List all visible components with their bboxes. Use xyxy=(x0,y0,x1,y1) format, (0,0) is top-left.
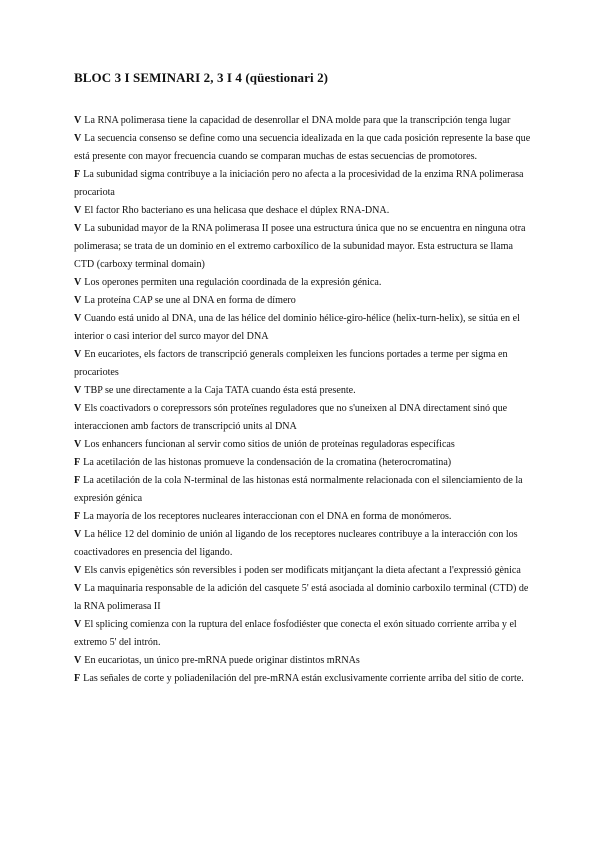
answer-mark: F xyxy=(74,475,81,486)
question-text: La maquinaria responsable de la adición del casquete 5' está asociada al dominio carboxilo terminal (CTD) de la RNA polimerasa II xyxy=(74,583,529,612)
question-item xyxy=(74,274,532,292)
question-text: El factor Rho bacteriano es una helicasa que deshace el dúplex RNA-DNA. xyxy=(84,205,390,216)
question-item xyxy=(74,382,532,400)
question-item xyxy=(74,220,532,274)
question-item xyxy=(74,652,532,670)
question-item xyxy=(74,670,532,688)
question-text: El splicing comienza con la ruptura del enlace fosfodiéster que conecta el exón situado corriente arriba y el extremo 5' del intrón. xyxy=(74,619,517,648)
question-item xyxy=(74,112,532,130)
question-text: La proteína CAP se une al DNA en forma de dímero xyxy=(84,295,296,306)
question-text: Els canvis epigenètics són reversibles i poden ser modificats mitjançant la dieta afectant a l'expressió gènica xyxy=(84,565,521,576)
answer-mark: V xyxy=(74,619,82,630)
question-item xyxy=(74,346,532,382)
answer-mark: V xyxy=(74,115,82,126)
question-item xyxy=(74,616,532,652)
answer-mark: V xyxy=(74,655,82,666)
question-item xyxy=(74,526,532,562)
document-page xyxy=(74,70,532,688)
question-text: La secuencia consenso se define como una secuencia idealizada en la que cada posición represente la base que está presente con mayor frecuencia cuando se comparan muchas de estas secuencias de promotores. xyxy=(74,133,531,162)
answer-mark: F xyxy=(74,457,81,468)
answer-mark: V xyxy=(74,385,82,396)
question-item xyxy=(74,166,532,202)
answer-mark: V xyxy=(74,583,82,594)
document-title: BLOC 3 I SEMINARI 2, 3 I 4 (qüestionari 2) xyxy=(74,70,329,85)
answer-mark: V xyxy=(74,205,82,216)
question-text: En eucariotes, els factors de transcripció generals compleixen les funcions portades a terme per sigma en procariotes xyxy=(74,349,508,378)
question-item xyxy=(74,562,532,580)
answer-mark: V xyxy=(74,439,82,450)
question-text: La subunidad sigma contribuye a la iniciación pero no afecta a la procesividad de la enzima RNA polimerasa procariota xyxy=(74,169,524,198)
question-item xyxy=(74,400,532,436)
question-text: En eucariotas, un único pre-mRNA puede originar distintos mRNAs xyxy=(84,655,360,666)
answer-mark: F xyxy=(74,673,81,684)
question-item xyxy=(74,508,532,526)
answer-mark: V xyxy=(74,277,82,288)
answer-mark: V xyxy=(74,313,82,324)
answer-mark: V xyxy=(74,529,82,540)
answer-mark: V xyxy=(74,403,82,414)
question-text: Cuando está unido al DNA, una de las hélice del dominio hélice-giro-hélice (helix-turn-helix), se sitúa en el interior o casi interior del surco mayor del DNA xyxy=(74,313,520,342)
question-text: Las señales de corte y poliadenilación del pre-mRNA están exclusivamente corriente arriba del sitio de corte. xyxy=(83,673,524,684)
question-item xyxy=(74,454,532,472)
question-text: TBP se une directamente a la Caja TATA cuando ésta está presente. xyxy=(84,385,356,396)
question-text: La RNA polimerasa tiene la capacidad de desenrollar el DNA molde para que la transcripción tenga lugar xyxy=(84,115,511,126)
answer-mark: F xyxy=(74,169,81,180)
question-text: La acetilación de la cola N-terminal de las histonas está normalmente relacionada con el silenciamiento de la expresión génica xyxy=(74,475,523,504)
question-item xyxy=(74,472,532,508)
question-list xyxy=(74,112,532,688)
answer-mark: F xyxy=(74,511,81,522)
question-item xyxy=(74,310,532,346)
question-text: La subunidad mayor de la RNA polimerasa II posee una estructura única que no se encuentra en ninguna otra polimerasa; se trata de un dominio en el extremo carboxílico de la subunidad mayor. Esta estructura se llama CTD (carboxy terminal domain) xyxy=(74,223,526,270)
answer-mark: V xyxy=(74,223,82,234)
question-text: La hélice 12 del dominio de unión al ligando de los receptores nucleares contribuye a la interacción con los coactivadores en presencia del ligando. xyxy=(74,529,518,558)
answer-mark: V xyxy=(74,565,82,576)
question-text: Los operones permiten una regulación coordinada de la expresión génica. xyxy=(84,277,382,288)
question-item xyxy=(74,130,532,166)
answer-mark: V xyxy=(74,295,82,306)
question-text: La mayoría de los receptores nucleares interaccionan con el DNA en forma de monómeros. xyxy=(83,511,452,522)
question-item xyxy=(74,580,532,616)
question-text: Els coactivadors o corepressors són proteïnes reguladores que no s'uneixen al DNA directament sinó que interaccionen amb factors de transcripció units al DNA xyxy=(74,403,508,432)
question-item xyxy=(74,202,532,220)
question-text: La acetilación de las histonas promueve la condensación de la cromatina (heterocromatina) xyxy=(83,457,452,468)
answer-mark: V xyxy=(74,133,82,144)
answer-mark: V xyxy=(74,349,82,360)
question-item xyxy=(74,436,532,454)
question-item xyxy=(74,292,532,310)
question-text: Los enhancers funcionan al servir como sitios de unión de proteínas reguladoras específicas xyxy=(84,439,455,450)
